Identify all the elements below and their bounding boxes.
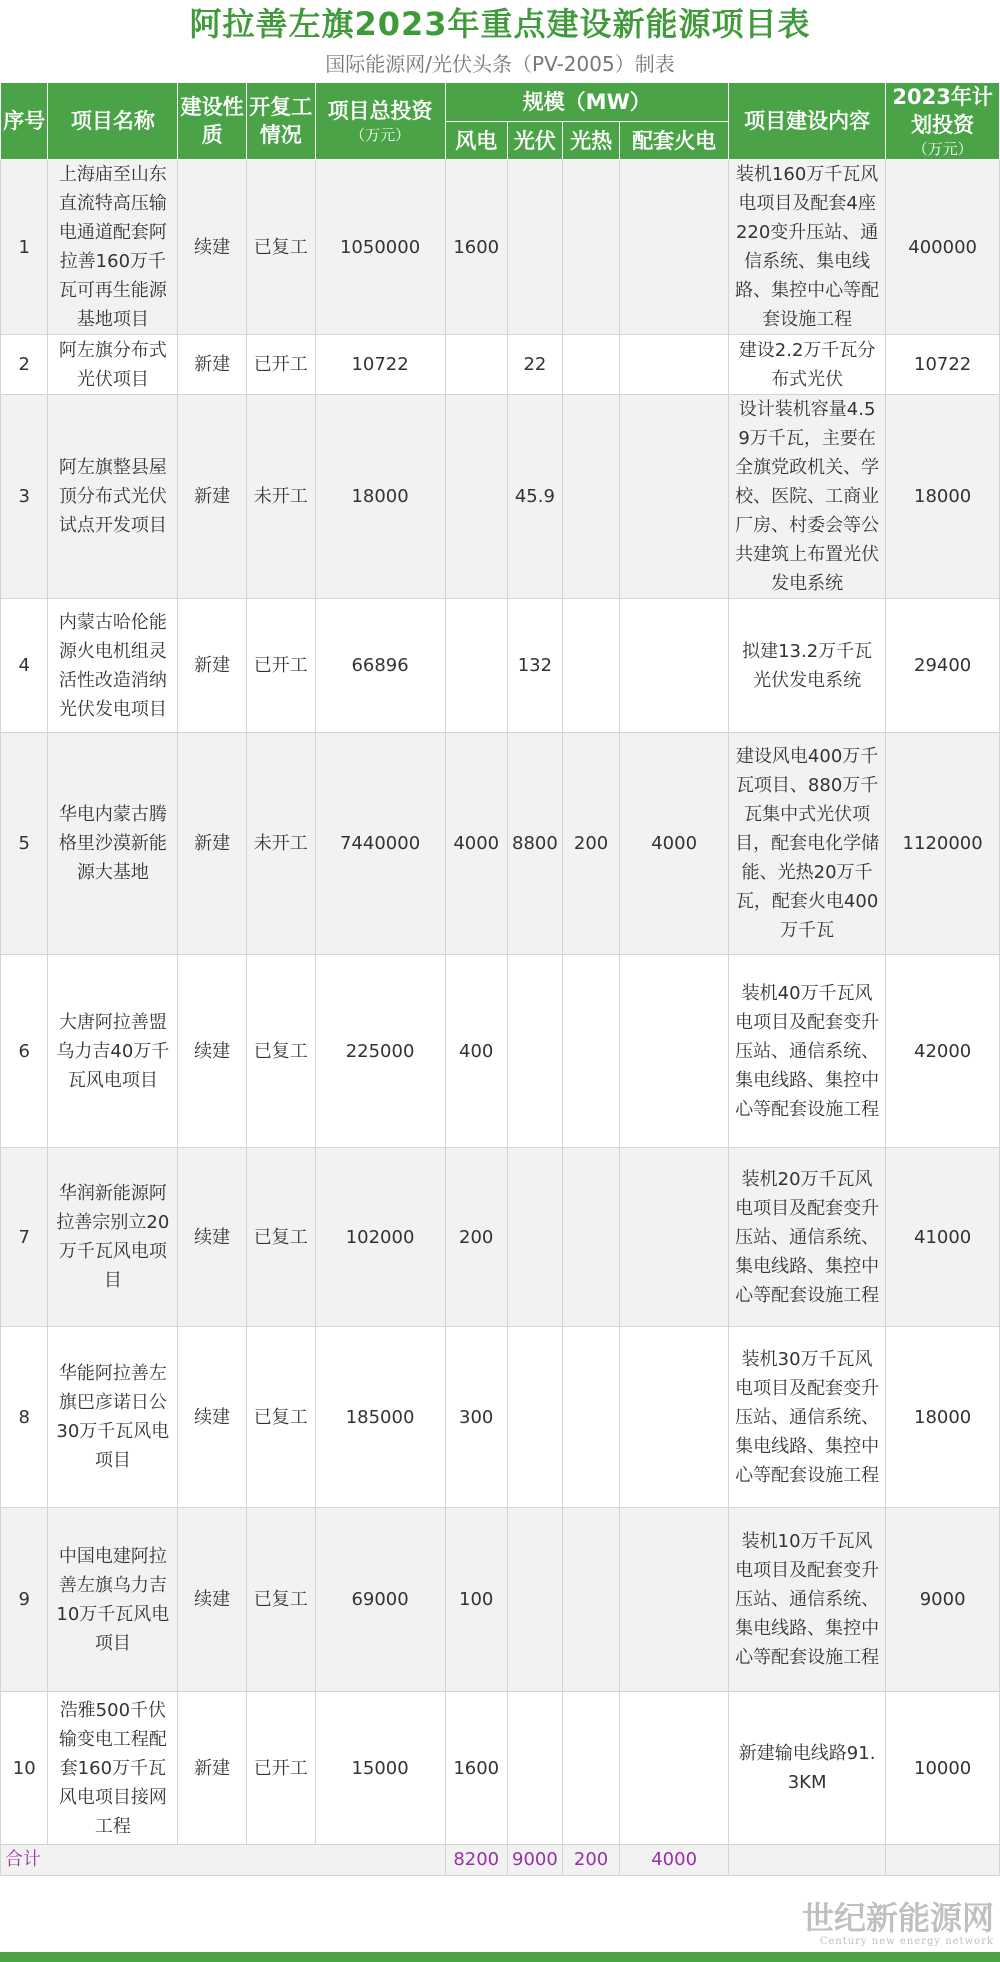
cell-fire — [620, 1327, 729, 1508]
cell-pv: 45.9 — [507, 395, 562, 599]
table-row — [1, 599, 1000, 733]
table-row — [1, 733, 1000, 955]
cell-name: 大唐阿拉善盟乌力吉40万千瓦风电项目 — [48, 955, 178, 1148]
cell-wind: 400 — [445, 955, 507, 1148]
table-row — [1, 335, 1000, 395]
projects-table — [0, 82, 1000, 1876]
header-content: 项目建设内容 — [728, 83, 885, 160]
cell-thermal — [562, 1692, 619, 1845]
cell-nature: 续建 — [178, 1148, 247, 1327]
page-subtitle: 国际能源网/光伏头条（PV-2005）制表 — [325, 52, 675, 76]
cell-invest: 1050000 — [315, 160, 445, 335]
cell-invest: 225000 — [315, 955, 445, 1148]
cell-thermal — [562, 955, 619, 1148]
cell-thermal — [562, 160, 619, 335]
header-fire: 配套火电 — [620, 122, 729, 160]
cell-plan: 29400 — [886, 599, 1000, 733]
total-label: 合计 — [1, 1845, 446, 1876]
header-pv: 光伏 — [507, 122, 562, 160]
cell-content: 建设2.2万千瓦分布式光伏 — [728, 335, 885, 395]
cell-pv: 132 — [507, 599, 562, 733]
cell-status: 已开工 — [246, 599, 315, 733]
cell-invest: 10722 — [315, 335, 445, 395]
header-plan-label: 2023年计划投资 — [892, 85, 993, 137]
cell-invest: 102000 — [315, 1148, 445, 1327]
cell-name: 上海庙至山东直流特高压输电通道配套阿拉善160万千瓦可再生能源基地项目 — [48, 160, 178, 335]
total-plan-empty — [886, 1845, 1000, 1876]
header-scale: 规模（MW） — [445, 83, 728, 122]
cell-name: 华电内蒙古腾格里沙漠新能源大基地 — [48, 733, 178, 955]
cell-status: 已复工 — [246, 1148, 315, 1327]
total-row — [1, 1845, 1000, 1876]
cell-wind: 200 — [445, 1148, 507, 1327]
cell-nature: 续建 — [178, 1508, 247, 1692]
cell-invest: 185000 — [315, 1327, 445, 1508]
total-pv: 9000 — [507, 1845, 562, 1876]
cell-pv — [507, 1148, 562, 1327]
table-row — [1, 1692, 1000, 1845]
cell-nature: 续建 — [178, 160, 247, 335]
table-row — [1, 1327, 1000, 1508]
cell-nature: 新建 — [178, 395, 247, 599]
table-row — [1, 395, 1000, 599]
cell-name: 华润新能源阿拉善宗别立20万千瓦风电项目 — [48, 1148, 178, 1327]
total-fire: 4000 — [620, 1845, 729, 1876]
cell-invest: 15000 — [315, 1692, 445, 1845]
cell-no: 8 — [1, 1327, 48, 1508]
cell-pv — [507, 1327, 562, 1508]
total-wind: 8200 — [445, 1845, 507, 1876]
cell-pv — [507, 1508, 562, 1692]
cell-wind: 4000 — [445, 733, 507, 955]
header-invest-unit: （万元） — [350, 126, 411, 144]
cell-wind — [445, 599, 507, 733]
cell-pv: 22 — [507, 335, 562, 395]
cell-name: 内蒙古哈伦能源火电机组灵活性改造消纳光伏发电项目 — [48, 599, 178, 733]
cell-thermal — [562, 599, 619, 733]
header-invest-label: 项目总投资 — [327, 99, 433, 123]
cell-fire — [620, 335, 729, 395]
cell-fire: 4000 — [620, 733, 729, 955]
cell-status: 已复工 — [246, 1327, 315, 1508]
table-row — [1, 160, 1000, 335]
cell-name: 浩雅500千伏输变电工程配套160万千瓦风电项目接网工程 — [48, 1692, 178, 1845]
cell-fire — [620, 955, 729, 1148]
cell-wind: 300 — [445, 1327, 507, 1508]
cell-plan: 18000 — [886, 1327, 1000, 1508]
cell-plan: 400000 — [886, 160, 1000, 335]
cell-content: 装机20万千瓦风电项目及配套变升压站、通信系统、集电线路、集控中心等配套设施工程 — [728, 1148, 885, 1327]
header-wind: 风电 — [445, 122, 507, 160]
cell-name: 阿左旗整县屋顶分布式光伏试点开发项目 — [48, 395, 178, 599]
cell-no: 10 — [1, 1692, 48, 1845]
cell-fire — [620, 1508, 729, 1692]
cell-name: 华能阿拉善左旗巴彦诺日公30万千瓦风电项目 — [48, 1327, 178, 1508]
cell-fire — [620, 395, 729, 599]
cell-invest: 66896 — [315, 599, 445, 733]
cell-pv — [507, 160, 562, 335]
cell-plan: 10000 — [886, 1692, 1000, 1845]
watermark-en: Century new energy network — [819, 1936, 994, 1947]
cell-wind: 1600 — [445, 1692, 507, 1845]
cell-wind: 1600 — [445, 160, 507, 335]
cell-thermal — [562, 335, 619, 395]
cell-no: 6 — [1, 955, 48, 1148]
cell-nature: 续建 — [178, 1327, 247, 1508]
cell-no: 2 — [1, 335, 48, 395]
cell-status: 未开工 — [246, 395, 315, 599]
cell-content: 建设风电400万千瓦项目、880万千瓦集中式光伏项目，配套电化学储能、光热20万千瓦，配套火电400万千瓦 — [728, 733, 885, 955]
cell-status: 未开工 — [246, 733, 315, 955]
cell-content: 装机30万千瓦风电项目及配套变升压站、通信系统、集电线路、集控中心等配套设施工程 — [728, 1327, 885, 1508]
cell-fire — [620, 599, 729, 733]
cell-plan: 18000 — [886, 395, 1000, 599]
watermark-logo — [744, 1900, 994, 1950]
cell-nature: 新建 — [178, 599, 247, 733]
cell-pv — [507, 955, 562, 1148]
header-nature: 建设性质 — [178, 83, 247, 160]
cell-status: 已开工 — [246, 1692, 315, 1845]
cell-no: 7 — [1, 1148, 48, 1327]
cell-name: 中国电建阿拉善左旗乌力吉10万千瓦风电项目 — [48, 1508, 178, 1692]
cell-content: 拟建13.2万千瓦光伏发电系统 — [728, 599, 885, 733]
cell-no: 5 — [1, 733, 48, 955]
cell-fire — [620, 1692, 729, 1845]
cell-invest: 69000 — [315, 1508, 445, 1692]
cell-status: 已复工 — [246, 955, 315, 1148]
cell-wind — [445, 335, 507, 395]
cell-wind — [445, 395, 507, 599]
bottom-bar — [0, 1952, 1000, 1962]
cell-no: 9 — [1, 1508, 48, 1692]
cell-plan: 41000 — [886, 1148, 1000, 1327]
cell-no: 1 — [1, 160, 48, 335]
cell-pv: 8800 — [507, 733, 562, 955]
cell-nature: 新建 — [178, 335, 247, 395]
cell-plan: 10722 — [886, 335, 1000, 395]
header-name: 项目名称 — [48, 83, 178, 160]
table-row — [1, 1148, 1000, 1327]
cell-content: 新建输电线路91.3KM — [728, 1692, 885, 1845]
cell-nature: 续建 — [178, 955, 247, 1148]
cell-status: 已开工 — [246, 335, 315, 395]
cell-content: 装机160万千瓦风电项目及配套4座220变升压站、通信系统、集电线路、集控中心等配套设施工程 — [728, 160, 885, 335]
table-row — [1, 955, 1000, 1148]
cell-thermal — [562, 1148, 619, 1327]
table-row — [1, 1508, 1000, 1692]
cell-plan: 9000 — [886, 1508, 1000, 1692]
watermark-cn: 世纪新能源网 — [801, 1899, 994, 1937]
cell-thermal — [562, 1508, 619, 1692]
cell-nature: 新建 — [178, 733, 247, 955]
cell-status: 已复工 — [246, 1508, 315, 1692]
header-plan — [886, 83, 1000, 160]
total-thermal: 200 — [562, 1845, 619, 1876]
cell-content: 装机40万千瓦风电项目及配套变升压站、通信系统、集电线路、集控中心等配套设施工程 — [728, 955, 885, 1148]
header-thermal: 光热 — [562, 122, 619, 160]
total-content-empty — [728, 1845, 885, 1876]
cell-plan: 42000 — [886, 955, 1000, 1148]
cell-fire — [620, 160, 729, 335]
cell-plan: 1120000 — [886, 733, 1000, 955]
page-title: 阿拉善左旗2023年重点建设新能源项目表 — [189, 5, 811, 43]
cell-wind: 100 — [445, 1508, 507, 1692]
cell-content: 设计装机容量4.59万千瓦，主要在全旗党政机关、学校、医院、工商业厂房、村委会等公共建筑上布置光伏发电系统 — [728, 395, 885, 599]
header-status: 开复工情况 — [246, 83, 315, 160]
cell-name: 阿左旗分布式光伏项目 — [48, 335, 178, 395]
cell-status: 已复工 — [246, 160, 315, 335]
cell-nature: 新建 — [178, 1692, 247, 1845]
cell-fire — [620, 1148, 729, 1327]
cell-thermal: 200 — [562, 733, 619, 955]
header-no: 序号 — [1, 83, 48, 160]
cell-invest: 18000 — [315, 395, 445, 599]
header-invest — [315, 83, 445, 160]
cell-invest: 7440000 — [315, 733, 445, 955]
header-plan-unit: （万元） — [912, 140, 973, 158]
cell-pv — [507, 1692, 562, 1845]
cell-content: 装机10万千瓦风电项目及配套变升压站、通信系统、集电线路、集控中心等配套设施工程 — [728, 1508, 885, 1692]
cell-thermal — [562, 1327, 619, 1508]
cell-no: 3 — [1, 395, 48, 599]
cell-no: 4 — [1, 599, 48, 733]
cell-thermal — [562, 395, 619, 599]
